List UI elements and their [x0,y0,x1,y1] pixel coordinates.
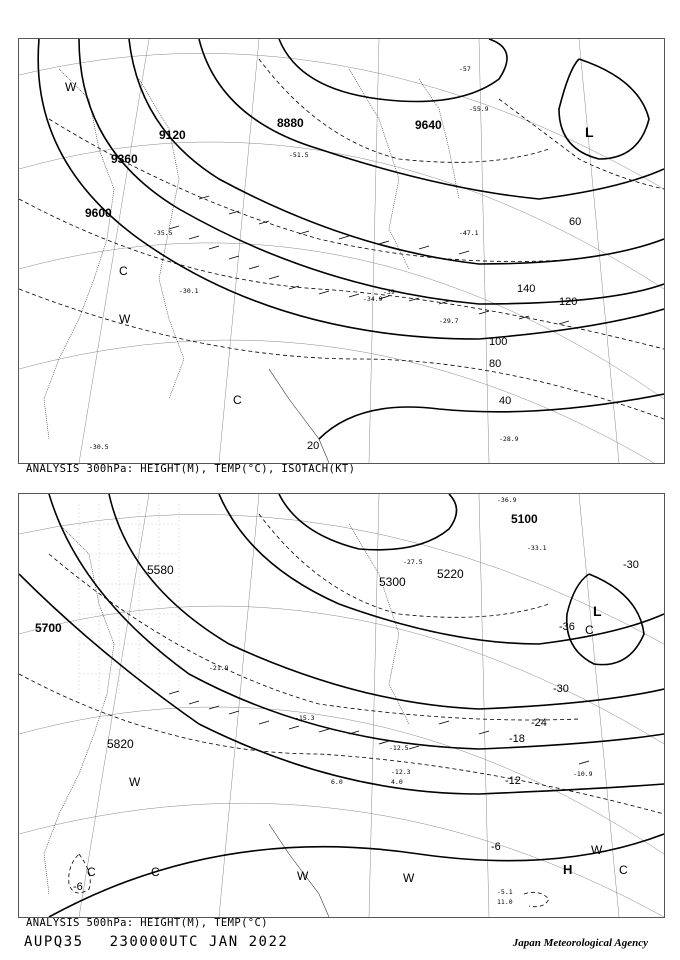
height-label: 8880 [277,116,304,130]
bulletin-timestamp: 230000UTC JAN 2022 [109,934,289,950]
isotach-label: 80 [489,358,502,370]
agency-name: Japan Meteorological Agency [512,937,648,949]
center-w: W [591,843,603,857]
station-value: -5.1 [497,888,513,896]
caption-500hpa: ANALYSIS 500hPa: HEIGHT(M), TEMP(°C) [26,917,268,929]
isotach-label: 100 [489,336,508,348]
wind-barbs [169,691,589,764]
height-label: 5220 [437,567,464,581]
center-w: W [65,80,77,94]
center-w: W [119,312,131,326]
wind-barbs [169,196,569,324]
height-label: 5300 [379,575,406,589]
temp-contour-label: -30 [553,683,569,695]
temp-contour-label: -6 [491,841,501,853]
center-c: C [619,863,628,877]
isotach-label: 20 [307,440,320,452]
temp-label: -29.7 [439,317,459,325]
height-labels [85,116,442,220]
isotach-label: 120 [559,296,578,308]
temp-label: -35.5 [153,229,173,237]
temp-label: -47.1 [459,229,479,237]
height-label: 5820 [107,737,134,751]
height-label: 5100 [511,512,538,526]
station-value: -15.3 [295,714,315,722]
map-500hpa-canvas [19,494,664,917]
isotach-label: 60 [569,216,582,228]
station-value: -12.3 [391,768,411,776]
height-label: 9600 [85,206,112,220]
pressure-centers [87,603,628,885]
bulletin-code: AUPQ35 [24,934,84,950]
temp-contour-label: -36 [559,621,575,633]
station-value: -27.5 [403,558,423,566]
height-contours [38,39,664,439]
center-w: W [403,871,415,885]
station-value: -12.5 [389,744,409,752]
height-label: 9120 [159,128,186,142]
chart-500hpa [18,493,665,918]
temp-contour-label: -18 [509,733,525,745]
temp-label: -28.9 [499,435,519,443]
temp-label: -30.5 [89,443,109,451]
graticule [19,39,664,463]
bulletin-header [24,934,288,950]
height-label: 9360 [111,152,138,166]
height-contours [19,494,664,917]
center-c: C [119,264,128,278]
center-c: C [233,393,242,407]
center-l: L [585,124,594,140]
temp-label: -51.5 [289,151,309,159]
temp-contour-label: -12 [505,775,521,787]
graticule [19,494,664,917]
temp-contour-label: -30 [623,559,639,571]
chart-300hpa [18,38,665,464]
height-label: 5580 [147,563,174,577]
height-label: 5700 [35,621,62,635]
temp-label: -57 [459,65,471,73]
coastlines [44,69,459,463]
station-value: 4.0 [391,778,403,786]
temp-label: -34.9 [363,295,383,303]
temp-contour-label: -24 [531,717,547,729]
temp-label: -30.1 [179,287,199,295]
temperature-labels [89,65,519,451]
center-h: H [563,862,573,877]
station-value: 11.0 [497,898,513,906]
station-value: -21.9 [209,664,229,672]
center-l: L [593,603,602,619]
station-value: -33.1 [527,544,547,552]
center-c: C [151,865,160,879]
height-label: 9640 [415,118,442,132]
center-w: W [297,869,309,883]
temp-label: -55.9 [469,105,489,113]
center-w: W [129,775,141,789]
isotach-label: 140 [517,283,536,295]
temp-contour-labels [73,559,639,893]
caption-300hpa: ANALYSIS 300hPa: HEIGHT(M), TEMP(°C), ISOTACH(KT) [26,463,356,475]
station-value: -36.9 [497,496,517,504]
terrain-grid [79,504,179,694]
isotach-label: 40 [499,395,512,407]
isotach-labels [307,216,581,452]
temp-label: -39 [383,288,395,296]
station-values [209,496,593,906]
map-300hpa-canvas [19,39,664,463]
temp-contour-label: -6 [73,881,83,893]
center-c: C [585,623,594,637]
temp-contours [19,514,664,907]
center-c: C [87,865,96,879]
station-value: -10.9 [573,770,593,778]
station-value: 6.0 [331,778,343,786]
